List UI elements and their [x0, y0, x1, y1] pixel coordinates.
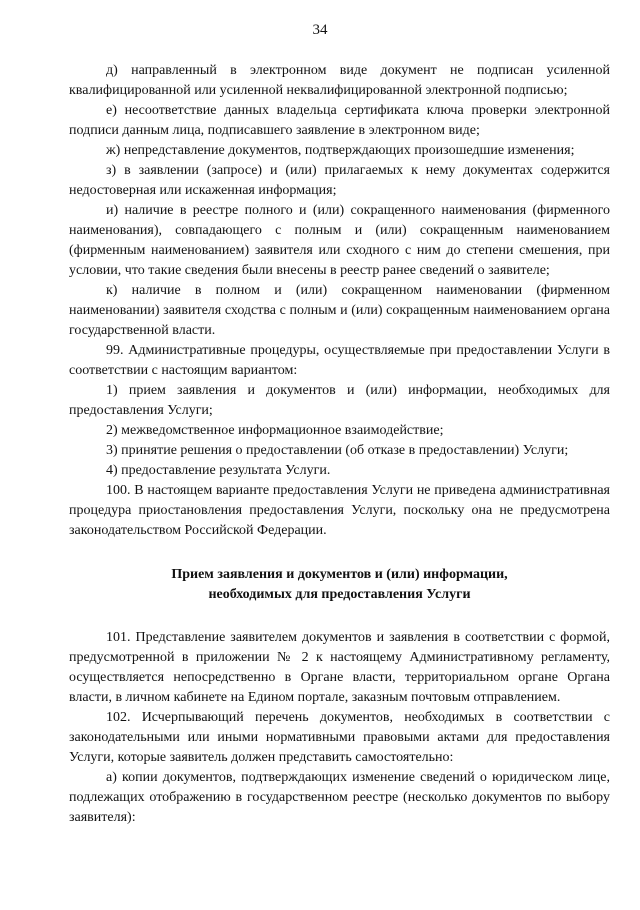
paragraph-item-i: и) наличие в реестре полного и (или) сокращенного наименования (фирменного наименования), совпадающего с полным и (или) сокращенным наименованием (фирменным наименованием) заявителя или сходного с ним до степени смешения, при условии, что такие сведения были внесены в реестр ранее сведений о заявителе; [69, 203, 610, 278]
paragraph-item-k: к) наличие в полном и (или) сокращенном наименовании (фирменном наименовании) заявителя сходства с полным и (или) сокращенным наименованием органа государственной власти. [69, 283, 610, 338]
paragraph-item-e: е) несоответствие данных владельца сертификата ключа проверки электронной подписи данным лица, подписавшего заявление в электронном виде; [69, 103, 610, 138]
procedure-item-4: 4) предоставление результата Услуги. [106, 463, 331, 478]
paragraph-item-a: а) копии документов, подтверждающих изменение сведений о юридическом лице, подлежащих отображению в государственном реестре (несколько документов по выбору заявителя): [69, 770, 610, 825]
paragraph-item-z: з) в заявлении (запросе) и (или) прилагаемых к нему документах содержится недостоверная или искаженная информация; [69, 163, 610, 198]
page-number: 34 [312, 22, 328, 38]
section-heading-line-2: необходимых для предоставления Услуги [208, 587, 471, 602]
paragraph-101: 101. Представление заявителем документов и заявления в соответствии с формой, предусмотренной в приложении № 2 к настоящему Административному регламенту, осуществляется непосредственно в Органе власти, территориальном органе Органа власти, в личном кабинете на Едином портале, заказным почтовым отправлением. [69, 630, 610, 705]
procedure-item-3: 3) принятие решения о предоставлении (об отказе в предоставлении) Услуги; [106, 443, 569, 458]
procedure-item-2: 2) межведомственное информационное взаимодействие; [106, 423, 444, 438]
procedure-item-1: 1) прием заявления и документов и (или) информации, необходимых для предоставления Услуги; [69, 383, 610, 418]
paragraph-99: 99. Административные процедуры, осуществляемые при предоставлении Услуги в соответствии с настоящим вариантом: [69, 343, 610, 378]
paragraph-102: 102. Исчерпывающий перечень документов, необходимых в соответствии с законодательными или иными нормативными правовыми актами для предоставления Услуги, которые заявитель должен представить самостоятельно: [69, 710, 610, 765]
section-heading-line-1: Прием заявления и документов и (или) информации, [171, 567, 508, 582]
section-heading [69, 565, 610, 605]
paragraph-item-zh: ж) непредставление документов, подтверждающих произошедшие изменения; [106, 143, 575, 158]
document-body [69, 61, 610, 828]
paragraph-100: 100. В настоящем варианте предоставления Услуги не приведена административная процедура приостановления предоставления Услуги, поскольку она не предусмотрена законодательством Российской Федерации. [69, 483, 610, 538]
paragraph-item-d: д) направленный в электронном виде документ не подписан усиленной квалифицированной или усиленной неквалифицированной электронной подписью; [69, 63, 610, 98]
